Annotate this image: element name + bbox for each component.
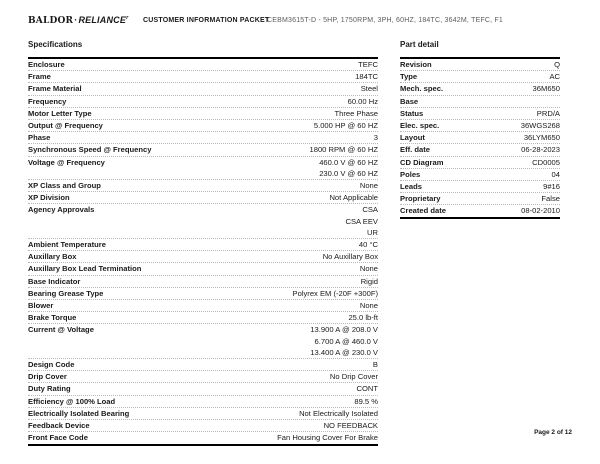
row-values — [422, 181, 560, 192]
row-value: 60.00 Hz — [347, 96, 378, 106]
table-row — [400, 107, 560, 119]
row-values — [103, 120, 378, 131]
row-label: Revision — [400, 60, 432, 69]
row-values — [53, 300, 378, 311]
row-value: Steel — [360, 84, 378, 94]
table-row — [28, 370, 378, 382]
table-row — [400, 131, 560, 143]
row-label: Leads — [400, 182, 422, 192]
table-row — [28, 143, 378, 155]
part-detail-section — [400, 40, 560, 219]
table-row — [400, 70, 560, 82]
row-label: Frame — [28, 72, 51, 82]
row-value: PRD/A — [536, 108, 560, 118]
row-values — [106, 239, 378, 250]
row-label: Proprietary — [400, 194, 441, 204]
table-row — [400, 192, 560, 204]
row-label: Front Face Code — [28, 433, 88, 443]
row-label: Drip Cover — [28, 372, 67, 382]
page-header — [28, 15, 580, 27]
row-label: Layout — [400, 133, 425, 143]
table-row — [400, 95, 560, 107]
row-label: XP Division — [28, 193, 70, 203]
baldor-reliance-logo — [28, 15, 128, 26]
row-value: 40 °C — [358, 240, 378, 250]
table-row — [400, 156, 560, 168]
row-value: 36WGS268 — [520, 121, 560, 131]
row-label: Enclosure — [28, 60, 65, 69]
row-values — [67, 371, 378, 382]
row-values — [94, 204, 378, 238]
row-values — [66, 96, 378, 107]
row-values — [82, 83, 378, 94]
row-label: Electrically Isolated Bearing — [28, 408, 130, 418]
specifications-heading: Specifications — [28, 40, 83, 49]
row-values — [88, 432, 378, 443]
table-row — [28, 382, 378, 394]
document-title: CUSTOMER INFORMATION PACKET — [143, 16, 270, 24]
row-value: 3 — [373, 133, 378, 143]
row-label: Eff. date — [400, 145, 430, 155]
row-label: XP Class and Group — [28, 181, 101, 191]
row-value: CSA — [362, 205, 378, 215]
row-values — [90, 420, 378, 431]
row-value: Rigid — [360, 276, 378, 286]
row-value: 9#16 — [543, 182, 560, 192]
row-values — [446, 205, 560, 216]
row-value: No Auxillary Box — [322, 252, 378, 262]
row-label: Motor Letter Type — [28, 108, 92, 118]
table-row — [28, 82, 378, 94]
row-value: UR — [367, 227, 378, 237]
row-value: 06-28-2023 — [521, 145, 560, 155]
row-values — [74, 359, 378, 370]
table-row — [400, 168, 560, 180]
row-label: Feedback Device — [28, 421, 90, 431]
table-row — [28, 59, 378, 70]
row-values — [80, 276, 378, 287]
row-value: 25.0 lb-ft — [348, 313, 378, 323]
table-row — [400, 59, 560, 70]
table-row — [28, 358, 378, 370]
table-row — [28, 156, 378, 179]
row-value: 89.5 % — [354, 396, 378, 406]
row-value: 36LYM650 — [523, 133, 560, 143]
row-label: Auxillary Box Lead Termination — [28, 264, 142, 274]
row-values — [115, 396, 378, 407]
table-row — [28, 250, 378, 262]
table-row — [28, 407, 378, 419]
row-label: Agency Approvals — [28, 205, 95, 215]
row-value: 13.400 A @ 230.0 V — [310, 347, 378, 357]
row-label: Brake Torque — [28, 313, 77, 323]
row-value: CD0005 — [532, 157, 560, 167]
row-values — [417, 71, 560, 82]
row-values — [443, 157, 560, 168]
row-label: Base Indicator — [28, 276, 81, 286]
table-row — [28, 311, 378, 323]
row-values — [420, 169, 560, 180]
row-value: 460.0 V @ 60 HZ — [319, 157, 378, 167]
row-value: 5.000 HP @ 60 HZ — [313, 121, 378, 131]
row-label: Mech. spec. — [400, 84, 444, 94]
row-values — [51, 71, 378, 82]
row-label: CD Diagram — [400, 157, 444, 167]
row-values — [423, 108, 560, 119]
row-values — [425, 132, 560, 143]
table-row — [28, 419, 378, 431]
row-value: 230.0 V @ 60 HZ — [319, 168, 378, 178]
row-value: 08-02-2010 — [521, 206, 560, 216]
page-indicator: Page 2 of 12 — [534, 429, 572, 436]
row-label: Bearing Grease Type — [28, 288, 104, 298]
row-values — [418, 96, 560, 107]
row-values — [71, 383, 378, 394]
row-values — [430, 144, 560, 155]
table-row — [28, 179, 378, 191]
row-label: Output @ Frequency — [28, 121, 103, 131]
row-values — [76, 312, 378, 323]
row-value: AC — [549, 72, 560, 82]
row-label: Design Code — [28, 360, 75, 370]
row-value: No Drip Cover — [329, 372, 378, 382]
row-label: Current @ Voltage — [28, 325, 94, 335]
row-values — [92, 108, 378, 119]
row-value: Polyrex EM (-20F +300F) — [292, 288, 378, 298]
row-label: Voltage @ Frequency — [28, 157, 105, 167]
row-label: Blower — [28, 301, 54, 311]
row-values — [70, 192, 378, 203]
row-value: Not Electrically Isolated — [299, 408, 378, 418]
table-row — [28, 119, 378, 131]
table-row — [28, 70, 378, 82]
row-label: Base — [400, 96, 419, 106]
table-row — [400, 119, 560, 131]
table-row — [28, 107, 378, 119]
row-label: Frequency — [28, 96, 67, 106]
row-values — [101, 180, 378, 191]
row-values — [105, 157, 378, 179]
table-row — [28, 95, 378, 107]
table-row — [400, 82, 560, 94]
logo-reliance-text: RELIANCE — [78, 15, 127, 25]
row-value: 36M650 — [532, 84, 560, 94]
row-label: Ambient Temperature — [28, 240, 106, 250]
row-label: Auxillary Box — [28, 252, 77, 262]
row-label: Poles — [400, 169, 421, 179]
table-row — [28, 262, 378, 274]
row-values — [65, 59, 378, 70]
table-row — [28, 203, 378, 238]
table-row — [400, 143, 560, 155]
part-spec-summary: CEBM3615T-D - 5HP, 1750RPM, 3PH, 60HZ, 184TC, 3642M, TEFC, F1 — [267, 16, 504, 24]
table-row — [28, 191, 378, 203]
row-label: Elec. spec. — [400, 121, 440, 131]
part-detail-table — [400, 57, 560, 219]
row-value: None — [359, 301, 378, 311]
row-value: CSA EEV — [345, 216, 378, 226]
row-values — [441, 193, 560, 204]
row-label: Type — [400, 72, 418, 82]
table-row — [400, 204, 560, 216]
table-row — [28, 287, 378, 299]
row-label: Efficiency @ 100% Load — [28, 396, 116, 406]
row-value: 6.700 A @ 460.0 V — [314, 336, 378, 346]
table-row — [28, 395, 378, 407]
row-label: Created date — [400, 206, 447, 216]
table-row — [28, 131, 378, 143]
row-values — [151, 144, 378, 155]
row-values — [432, 59, 560, 70]
logo-dot-separator: · — [74, 15, 78, 25]
row-label: Frame Material — [28, 84, 82, 94]
row-value: 1800 RPM @ 60 HZ — [309, 145, 378, 155]
row-value: Three Phase — [334, 108, 378, 118]
row-value: Q — [554, 60, 560, 69]
row-value: 04 — [551, 169, 560, 179]
row-values — [129, 408, 378, 419]
row-value: 13.900 A @ 208.0 V — [310, 325, 378, 335]
table-row — [28, 431, 378, 443]
row-value: NO FEEDBACK — [323, 421, 378, 431]
logo-trademark: r — [126, 15, 129, 21]
row-value: None — [359, 181, 378, 191]
row-label: Phase — [28, 133, 51, 143]
row-label: Duty Rating — [28, 384, 71, 394]
specifications-section — [28, 40, 378, 446]
row-values — [141, 263, 378, 274]
row-value: False — [541, 194, 560, 204]
row-values — [103, 288, 378, 299]
table-row — [28, 275, 378, 287]
row-value: 184TC — [355, 72, 378, 82]
row-values — [439, 120, 560, 131]
row-values — [50, 132, 378, 143]
row-value: Fan Housing Cover For Brake — [277, 433, 378, 443]
row-label: Synchronous Speed @ Frequency — [28, 145, 152, 155]
row-value: TEFC — [358, 60, 378, 69]
row-values — [94, 324, 378, 358]
table-row — [28, 299, 378, 311]
table-row — [28, 323, 378, 358]
row-value — [418, 96, 560, 107]
row-values — [443, 83, 560, 94]
part-detail-heading: Part detail — [400, 40, 439, 49]
row-value: Not Applicable — [329, 193, 378, 203]
specifications-table — [28, 57, 378, 446]
row-label: Status — [400, 108, 424, 118]
table-row — [28, 238, 378, 250]
row-value: CONT — [356, 384, 378, 394]
row-value: None — [359, 264, 378, 274]
row-values — [77, 251, 378, 262]
row-value: B — [372, 360, 378, 370]
table-row — [400, 180, 560, 192]
logo-baldor-text: BALDOR — [28, 16, 74, 26]
